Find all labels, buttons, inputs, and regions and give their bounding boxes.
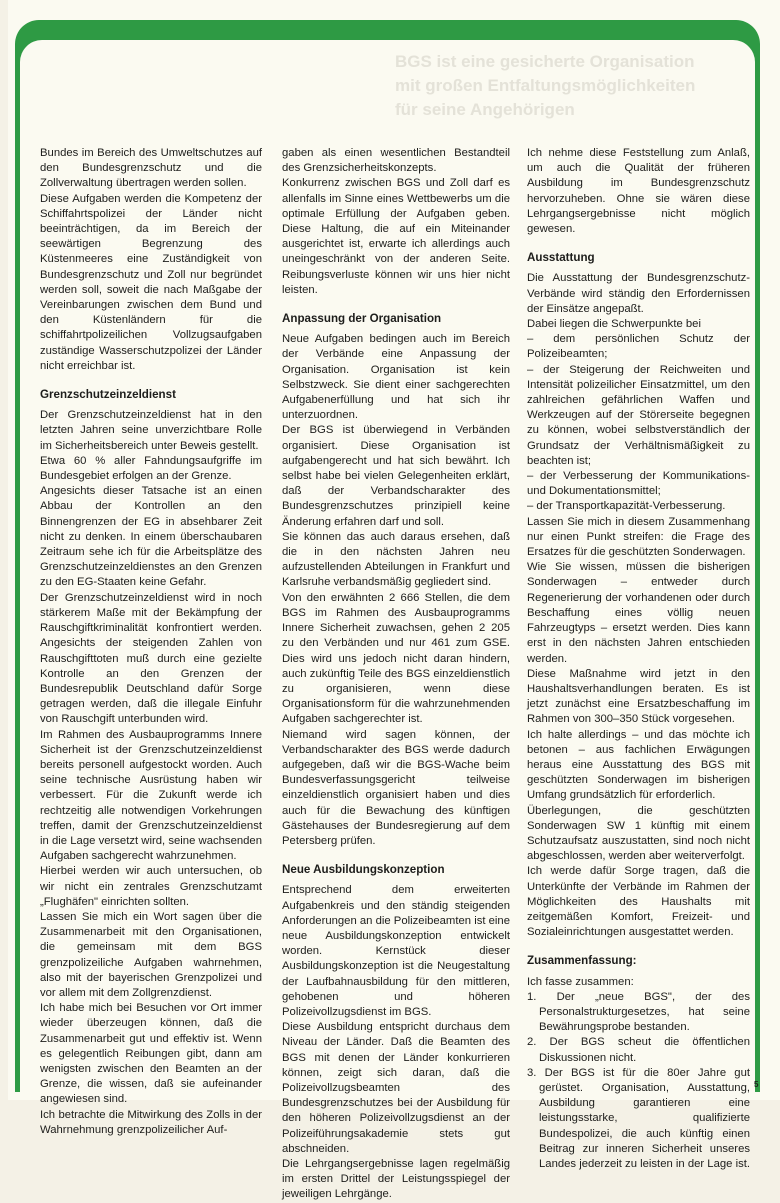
text-column-3 [527, 146, 750, 1172]
paragraph: Ich betrachte die Mitwirkung des Zolls in der Wahrnehmung grenzpolizeilicher Auf- [40, 1108, 262, 1136]
paragraph: Lassen Sie mich in diesem Zusammenhang nur einen Punkt streifen: die Frage des Ersatzes für die geschützten Sonderwagen. [527, 515, 750, 559]
paragraph: Der Grenzschutzeinzeldienst wird in noch stärkerem Maße mit der Bekämpfung der Rauschgiftkriminalität konfrontiert werden. Angesichts der steigenden Zahlen von Rauschgifttoten muß durch eine gezielte Kontrolle an den Grenzen der Bundesrepublik Deutschland dafür Sorge getragen werden, daß die illegale Einfuhr von Rauschgift unterbunden wird. [40, 591, 262, 726]
ghost-title-line: für seine Angehörigen [395, 100, 575, 119]
paragraph: Die Ausstattung der Bundesgrenzschutz-Verbände wird ständig den Erfordernissen der Einsätze angepaßt. [527, 272, 750, 315]
paragraph: Ich nehme diese Feststellung zum Anlaß, um auch die Qualität der früheren Ausbildung im Bundesgrenzschutz hervorzuheben. Ohne sie wären diese Lehrgangsergebnisse nicht möglich gewesen. [527, 147, 750, 236]
list-item: 2. Der BGS scheut die öffentlichen Diskussionen nicht. [527, 1036, 750, 1064]
paragraph: Überlegungen, die geschützten Sonderwagen SW 1 künftig mit einem Schutzaufsatz auszustatten, sind noch nicht abgeschlossen, werden aber weiterverfolgt. [527, 804, 750, 863]
section-heading: Zusammenfassung: [527, 954, 637, 968]
paragraph: Diese Aufgaben werden die Kompetenz der Schiffahrtspolizei der Länder nicht beeinträchtigen, da im Bereich der seewärtigen Begrenzung des Küstenmeeres eine Zuständigkeit von Bundesgrenzschutz und Zoll nur begründet werden soll, soweit die nach Maßgabe der Vereinbarungen zwischen dem Bund und den Küstenländern für die schiffahrtpolizeilichen Vollzugsaufgaben zuständige Wasserschutzpolizei der Länder nicht erreichbar ist. [40, 192, 262, 372]
paragraph: Sie können das auch daraus ersehen, daß die in den nächsten Jahren neu aufzustellenden Abteilungen in Frankfurt und Karlsruhe verbandsmäßig gegliedert sind. [282, 530, 510, 589]
page-number: 5 [754, 1080, 759, 1089]
paragraph: Konkurrenz zwischen BGS und Zoll darf es allenfalls im Sinne eines Wettbewerbs um die optimale Erfüllung der Aufgaben geben. Diese Haltung, die auf ein Miteinander ausgerichtet ist, erwarte ich allerdings auch uneingeschränkt von der anderen Seite. Reibungsverluste können wir uns hier nicht leisten. [282, 177, 510, 296]
paragraph: Entsprechend dem erweiterten Aufgabenkreis und den ständig steigenden Anforderungen an die Polizeibeamten ist eine neue Ausbildungskonzeption entwickelt worden. Kernstück dieser Ausbildungskonzeption ist die Neugestaltung der Laufbahnausbildung für den mittleren, gehobenen und höheren Polizeivollzugsdienst im BGS. [282, 884, 510, 1018]
show-through-title [395, 50, 755, 122]
text-column-2 [282, 146, 510, 1203]
ghost-title-line: BGS ist eine gesicherte Organisation [395, 52, 695, 71]
paragraph: Die Lehrgangsergebnisse lagen regelmäßig im ersten Drittel der Leistungsspiegel der jeweiligen Lehrgänge. [282, 1158, 510, 1201]
paragraph: Ich fasse zusammen: [527, 975, 634, 988]
paragraph: Ich habe mich bei Besuchen vor Ort immer wieder überzeugen können, daß die Zusammenarbeit gut und effektiv ist. Wenn es gelegentlich Reibungen gibt, dann am wenigsten zwischen den Beamten an der Grenze, die wissen, daß sie aufeinander angewiesen sind. [40, 1002, 262, 1106]
paragraph: Im Rahmen des Ausbauprogramms Innere Sicherheit ist der Grenzschutzeinzeldienst bereits personell aufgestockt worden. Auch seine technische Ausrüstung haben wir verbessert. Für die Zukunft werde ich rechtzeitig alle notwendigen Vorkehrungen treffen, damit der Grenzschutzeinzeldienst in die Lage versetzt wird, seine wachsenden Aufgaben sachgerecht wahrzunehmen. [40, 728, 262, 863]
paragraph: Wie Sie wissen, müssen die bisherigen Sonderwagen – entweder durch Regenerierung der vorhandenen oder durch Beschaffung eines völlig neuen Fahrzeugtyps – ersetzt werden. Dies kann erst in den nächsten Jahren entschieden werden. [527, 561, 750, 665]
paragraph: Diese Maßnahme wird jetzt in den Haushaltsverhandlungen beraten. Es ist jetzt zunächst eine Ersatzbeschaffung im Rahmen von 300–350 Stück vorgesehen. [527, 667, 750, 726]
paragraph: Angesichts dieser Tatsache ist an einen Abbau der Kontrollen an den Binnengrenzen der EG in absehbarer Zeit nicht zu denken. In einem überschaubaren Zeitraum sehe ich für die Arbeitsplätze des Grenzschutzeinzeldienstes an den Grenzen zu den EG-Staaten keine Gefahr. [40, 485, 262, 589]
paragraph: – der Transportkapazität-Verbesserung. [527, 500, 726, 513]
paragraph: Diese Ausbildung entspricht durchaus dem Niveau der Länder. Daß die Beamten des BGS mit denen der Länder konkurrieren können, zeigt sich daran, daß die Polizeivollzugsbeamten des Bundesgrenzschutzes bei der Ausbildung für den höheren Polizeivollzugsdienst an der Polizeiführungsakademie stets gut abschneiden. [282, 1021, 510, 1155]
section-heading: Anpassung der Organisation [282, 312, 442, 326]
paragraph: Ich werde dafür Sorge tragen, daß die Unterkünfte der Verbände im Rahmen der Möglichkeiten des Haushalts mit zeitgemäßen Komfort, Freizeit- und Sozialeinrichtungen ausgestattet werden. [527, 865, 750, 939]
list-item: 3. Der BGS ist für die 80er Jahre gut gerüstet. Organisation, Ausstattung, Ausbildung garantieren eine leistungsstarke, qualifizierte Bundespolizei, die auch künftig einen Beitrag zur inneren Sicherheit unseres Landes jederzeit zu leisten in der Lage ist. [527, 1066, 751, 1170]
paragraph: Der Grenzschutzeinzeldienst hat in den letzten Jahren seine unverzichtbare Rolle im Sicherheitsbereich unter Beweis gestellt. [40, 409, 262, 452]
list-item: 1. Der „neue BGS", der des Personalstrukturgesetzes, hat seine Bewährungsprobe bestanden. [527, 990, 750, 1034]
paragraph: – der Steigerung der Reichweiten und Intensität polizeilicher Einsatzmittel, um den zahlreichen gefährlichen Waffen und Werkzeugen auf der Störerseite begegnen zu können, wobei selbstverständlich der Grundsatz der Verhältnismäßigkeit zu beachten ist; [527, 363, 750, 467]
section-heading: Neue Ausbildungskonzeption [282, 863, 445, 877]
paragraph: – der Verbesserung der Kommunikations- und Dokumentationsmittel; [527, 470, 750, 498]
paragraph: Von den erwähnten 2 666 Stellen, die dem BGS im Rahmen des Ausbauprogramms Innere Sicherheit zuwachsen, gehen 2 205 zu den Verbänden und nur 461 zum GSE. Dies wird uns jedoch nicht daran hindern, auch zukünftig Teile des BGS einzeldienstlich zu organisieren, wenn diese Organisationsform für die wahrzunehmenden Aufgaben sachgerechter ist. [282, 591, 510, 726]
paragraph: Hierbei werden wir auch untersuchen, ob wir nicht ein zentrales Grenzschutzamt „Flughäfen" einrichten sollten. [40, 865, 262, 908]
paragraph: Bundes im Bereich des Umweltschutzes auf den Bundesgrenzschutz und die Zollverwaltung übertragen werden sollen. [40, 147, 262, 190]
text-column-1 [40, 146, 262, 1138]
section-heading: Ausstattung [527, 251, 595, 265]
paragraph: gaben als einen wesentlichen Bestandteil des Grenzsicherheitskonzepts. [282, 147, 510, 175]
paragraph: Lassen Sie mich ein Wort sagen über die Zusammenarbeit mit den Organisationen, die gemeinsam mit dem BGS grenzpolizeiliche Aufgaben wahrnehmen, also mit der bayerischen Grenzpolizei und vor allem mit dem Zollgrenzdienst. [40, 910, 262, 999]
paragraph: – dem persönlichen Schutz der Polizeibeamten; [527, 333, 750, 361]
paragraph: Der BGS ist überwiegend in Verbänden organisiert. Diese Organisation ist aufgabengerecht und hat sich bewährt. Ich selbst habe bei vielen Gelegenheiten erklärt, daß der Verbandscharakter des Bundesgrenzschutzes prinzipiell keine Änderung erfahren darf und soll. [282, 424, 510, 528]
paragraph: Neue Aufgaben bedingen auch im Bereich der Verbände eine Anpassung der Organisation. Organisation ist kein Selbstzweck. Sie dient einer sachgerechten Aufgabenerfüllung und hat sich ihr unterzuordnen. [282, 333, 510, 422]
paragraph: Etwa 60 % aller Fahndungsaufgriffe im Bundesgebiet erfolgen an der Grenze. [40, 454, 262, 483]
ghost-title-line: mit großen Entfaltungsmöglichkeiten [395, 76, 696, 95]
section-heading: Grenzschutzeinzeldienst [40, 388, 176, 402]
paragraph: Ich halte allerdings – und das möchte ich betonen – aus fachlichen Erwägungen heraus eine Ausstattung des BGS mit geschützten Sonderwagen im bisherigen Umfang grundsätzlich für erforderlich. [527, 728, 750, 802]
paragraph: Dabei liegen die Schwerpunkte bei [527, 318, 701, 331]
paragraph: Niemand wird sagen können, der Verbandscharakter des BGS werde dadurch aufgegeben, daß wir die BGS-Wache beim Bundesverfassungsgericht teilweise einzeldienstlich organisiert haben und dies auch für die Bewachung des künftigen Gästehauses der Bundesregierung auf dem Petersberg prüfen. [282, 728, 510, 847]
